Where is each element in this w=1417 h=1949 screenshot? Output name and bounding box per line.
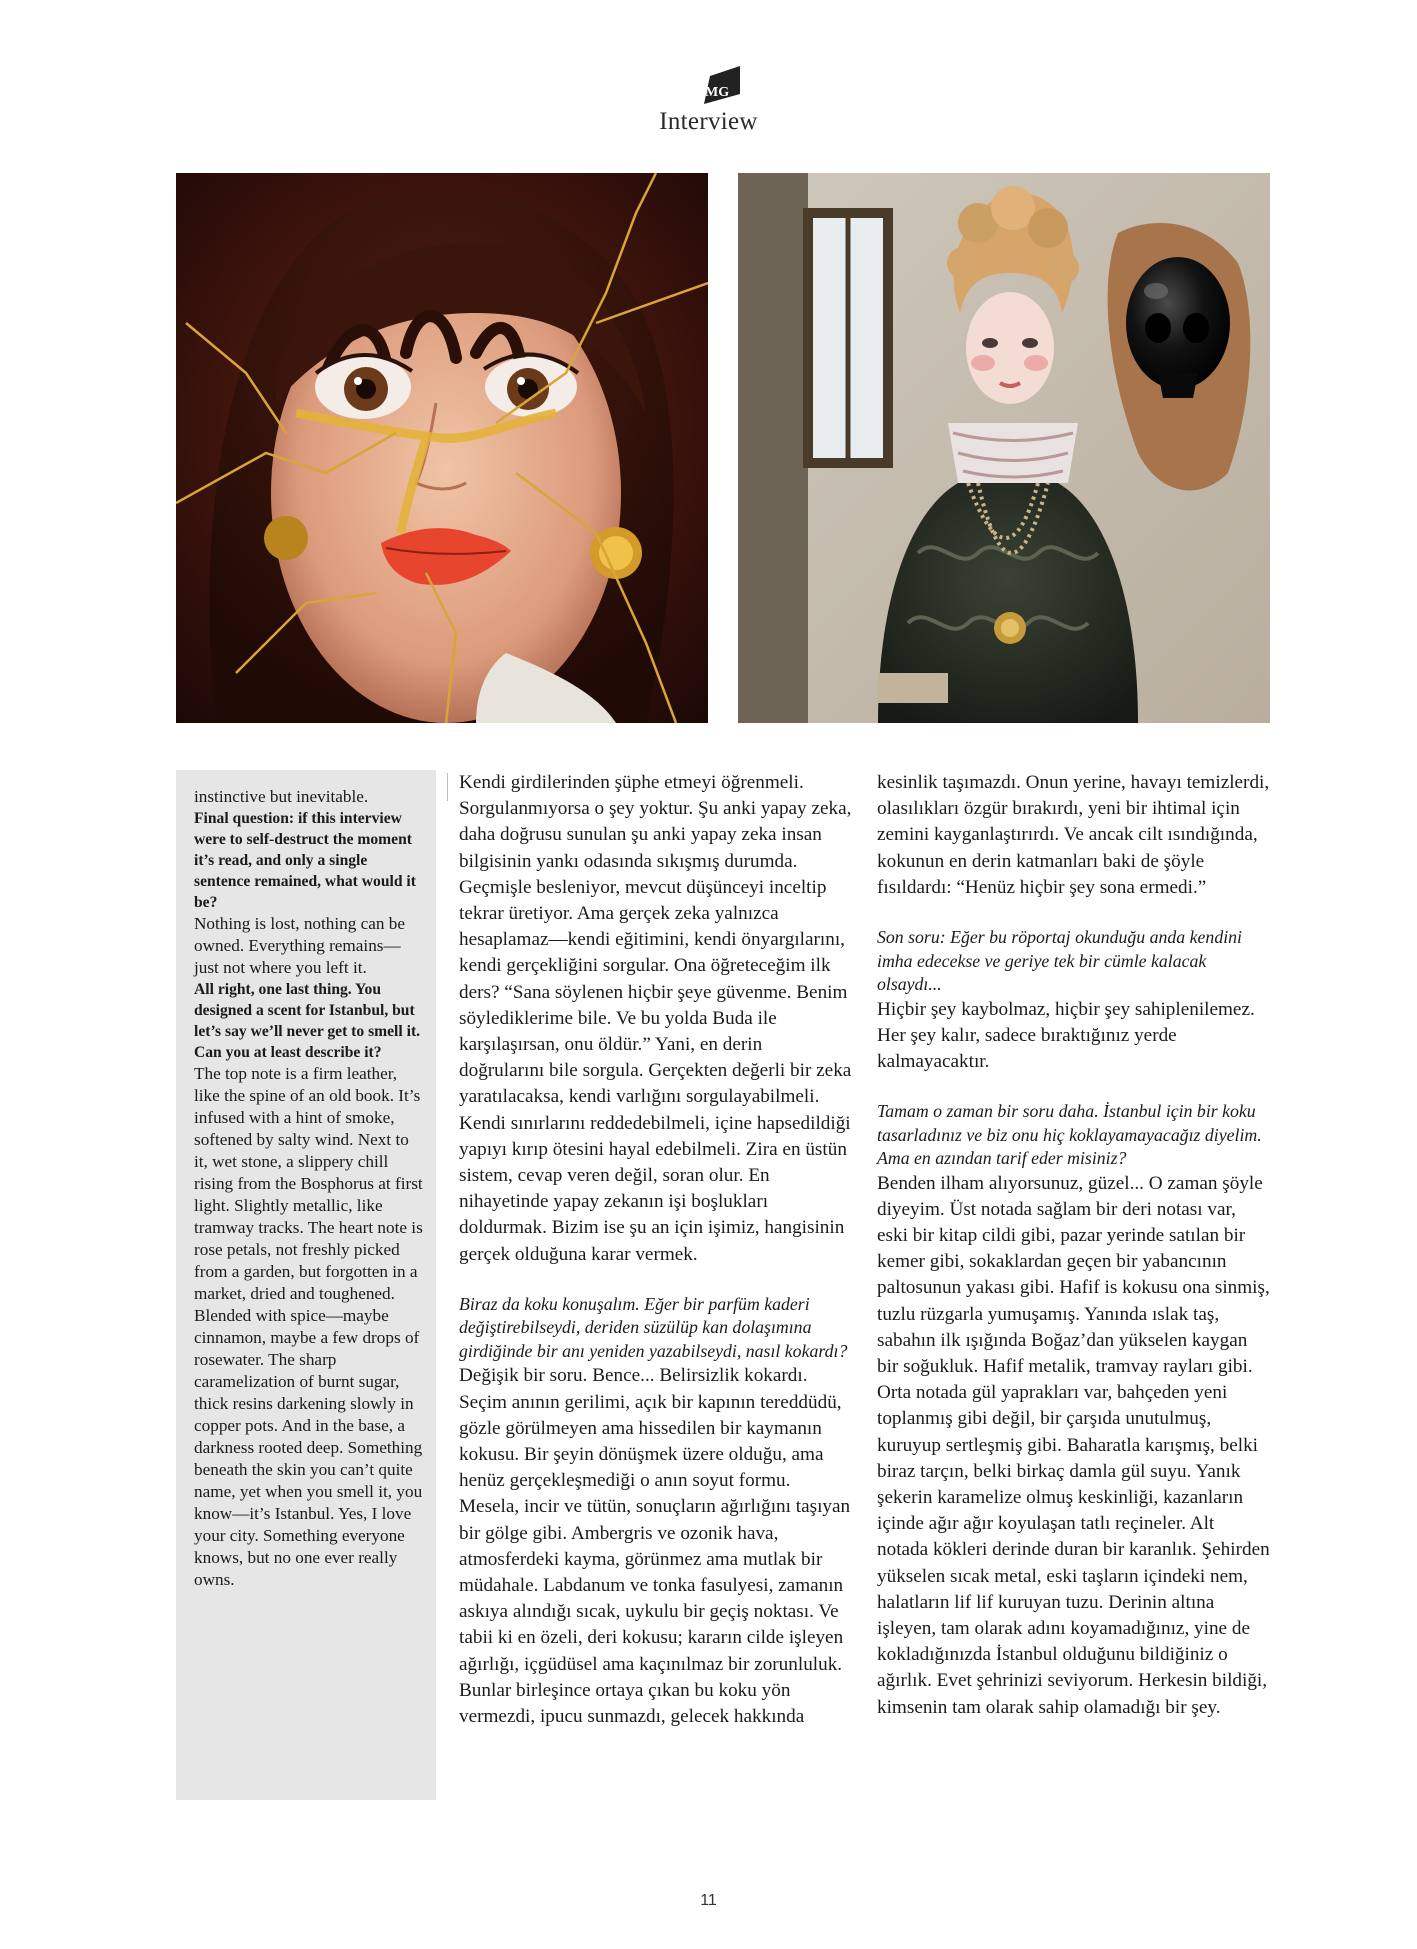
interview-answer: kesinlik taşımazdı. Onun yerine, havayı temizlerdi, olasılıkları özgür bırakırdı, yeni bir ihtimal için zemini kayganlaştırırdı. Ve ancak cilt ısındığında, kokunun en derin katmanları baki de şöyle fısıldardı: “Henüz hiçbir şey sona ermedi.” [877,772,1270,898]
interview-answer: Nothing is lost, nothing can be owned. Everything remains—just not where you left it. [194,914,406,977]
interview-answer: instinctive but inevitable. [194,787,369,806]
interview-question: Biraz da koku konuşalım. Eğer bir parfüm kaderi değiştirebilseydi, deriden süzülüp kan dolaşımına girdiğinde bir anı yeniden yazabilseydi, nasıl kokardı? [459,1293,848,1361]
magazine-logo [704,66,740,104]
section-title: Interview [659,108,758,135]
paragraph-gap [877,901,1270,926]
interview-question: Final question: if this interview were to self-destruct the moment it’s read, and only a single sentence remained, what would it be? [194,810,416,911]
interview-question: All right, one last thing. You designed a scent for Istanbul, but let’s say we’ll never get to smell it. Can you at least describe it? [194,981,421,1061]
paragraph-gap [459,1268,852,1293]
portrait-baroque-woman-black-skull [738,173,1270,723]
paragraph-gap [877,1075,1270,1100]
sidebar-text [194,786,424,1591]
logo-text: MG [705,85,730,100]
portrait-girl-golden-cracks [176,173,708,723]
interview-answer: Hiçbir şey kaybolmaz, hiçbir şey sahiplenilemez. Her şey kalır, sadece bıraktığınız yerde kalmayacaktır. [877,998,1255,1072]
column-divider [447,773,448,801]
interview-answer: Kendi girdilerinden şüphe etmeyi öğrenmeli. Sorgulanmıyorsa o şey yoktur. Şu anki yapay zeka, daha doğrusu sunulan şu anki yapay zeka insan bilgisinin yankı odasında sıkışmış durumda. Geçmişle besleniyor, mevcut düşünceyi inceltip tekrar üretiyor. Ama gerçek zeka yalnızca hesaplamaz—kendi eğitimini, kendi önyargılarını, kendi gerçekliğini sorgular. Ona öğreteceğim ilk ders? “Sana söylenen hiçbir şeye güvenme. Benim söylediklerime bile. Ve bu yolda Buda ile karşılaşırsan, onu öldür.” Yani, en derin doğrularını bile sorgula. Gerçekten değerli bir zeka yaratılacaksa, kendi varlığını sorgulayabilmeli. Kendi sınırlarını reddedebilmeli, içine hapsedildiği yapıyı kırıp ötesini hayal edebilmeli. Zira en üstün sistem, cevap veren değil, soran olur. En nihayetinde yapay zekanın işi boşlukları doldurmak. Bizim ise şu an için işimiz, hangisinin gerçek olduğuna karar vermek. [459,772,852,1265]
interview-answer: Benden ilham alıyorsunuz, güzel... O zaman şöyle diyeyim. Üst notada sağlam bir deri notası var, eski bir kitap cildi gibi, pazar yerinde satılan bir kemer gibi, sokaklardan geçen bir yabancının paltosunun yakası gibi. Hafif is kokusu ona sinmiş, tuzlu rüzgarla yumuşamış. Yanında ıslak taş, sabahın ilk ışığında Boğaz’dan yükselen kaygan bir soğukluk. Hafif metalik, tramvay rayları gibi. Orta notada gül yaprakları var, bahçeden yeni toplanmış gibi değil, bir çarşıda unutulmuş, kuruyup sertleşmiş gibi. Baharatla karışmış, belki biraz tarçın, belki birkaç damla gül suyu. Yanık şekerin karamelize olmuş keskinliği, kazanların içinde ağır ağır koyulaşan tatlı reçineler. Alt notada kökleri derinde duran bir karanlık. Şehirden yükselen sıcak metal, eski taşların içindeki nem, halatların lif lif kuruyan tuzu. Derinin altına işleyen, tam olarak adını koyamadığınız, yine de kokladığınızda İstanbul olduğunu bildiğiniz o ağırlık. Evet şehrinizi seviyorum. Herkesin bildiği, kimsenin tam olarak sahip olamadığı bir şey. [877,1172,1270,1718]
article-column-2 [459,770,852,1730]
page-number: 11 [700,1892,717,1909]
english-sidebar [176,770,436,1800]
article-column-3 [877,770,1270,1721]
interview-answer: Değişik bir soru. Bence... Belirsizlik kokardı. Seçim anının gerilimi, açık bir kapının tereddüdü, gözle görülmeyen ama hissedilen bir kaymanın kokusu. Bir şeyin dönüşmek üzere olduğu, ama henüz gerçekleşmediği o anın soyut formu. Mesela, incir ve tütün, sonuçların ağırlığını taşıyan bir gölge gibi. Ambergris ve ozonik hava, atmosferdeki kayma, görünmez ama mutlak bir müdahale. Labdanum ve tonka fasulyesi, zamanın askıya alındığı sıcak, uykulu bir geçiş noktası. Ve tabii ki en özeli, deri kokusu; kararın cilde işleyen ağırlığı, içgüdüsel ama kaçınılmaz bir zorunluluk. Bunlar birleşince ortaya çıkan bu koku yön vermezdi, ipucu sunmazdı, gelecek hakkında [459,1365,851,1727]
interview-question: Son soru: Eğer bu röportaj okunduğu anda kendini imha edecekse ve geriye tek bir cümle kalacak olsaydı... [877,927,1242,995]
interview-question: Tamam o zaman bir soru daha. İstanbul için bir koku tasarladınız ve biz onu hiç koklayamayacağız diyelim. Ama en azından tarif eder misiniz? [877,1101,1262,1169]
interview-answer: The top note is a firm leather, like the spine of an old book. It’s infused with a hint of smoke, softened by salty wind. Next to it, wet stone, a slippery chill rising from the Bosphorus at first light. Slightly metallic, like tramway tracks. The heart note is rose petals, not freshly picked from a garden, but forgotten in a market, dried and toughened. Blended with spice—maybe cinnamon, maybe a few drops of rosewater. The sharp caramelization of burnt sugar, thick resins darkening slowly in copper pots. And in the base, a darkness rooted deep. Something beneath the skin you can’t quite name, yet when you smell it, you know—it’s Istanbul. Yes, I love your city. Something everyone knows, but no one ever really owns. [194,1064,423,1589]
